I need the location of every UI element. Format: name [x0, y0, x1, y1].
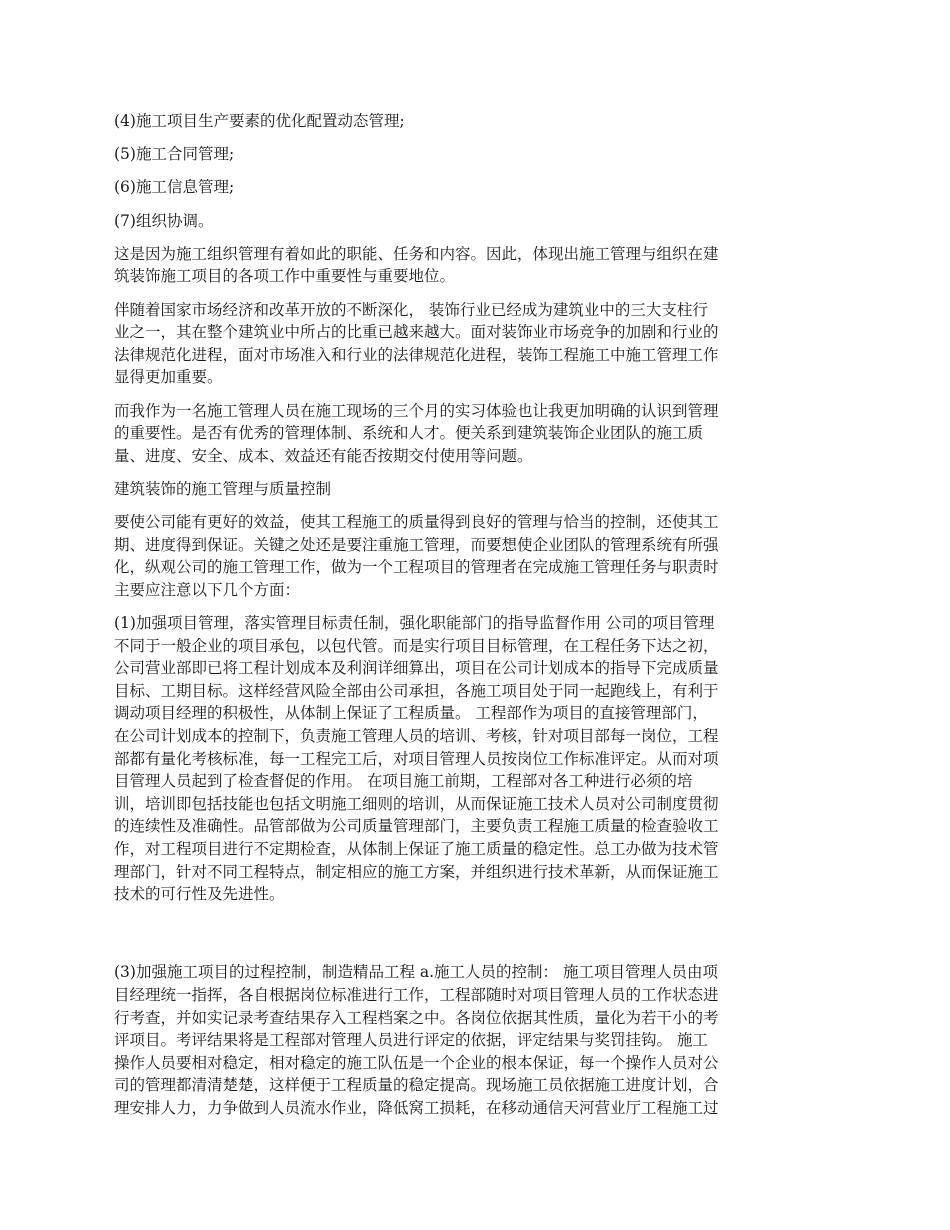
text-line: (6)施工信息管理; [114, 178, 235, 197]
paragraph-2 [114, 143, 842, 166]
paragraph-6 [114, 299, 842, 389]
text-line: 部都有量化考核标准，每一工程完工后，对项目管理人员按岗位工作标准评定。从而对项 [114, 749, 719, 768]
paragraph-7 [114, 400, 842, 468]
text-line: 要使公司能有更好的效益，使其工程施工的质量得到良好的管理与恰当的控制，还使其工 [114, 513, 719, 532]
text-line: 建筑装饰的施工管理与质量控制 [114, 479, 332, 498]
text-line: 伴随着国家市场经济和改革开放的不断深化， 装饰行业已经成为建筑业中的三大支柱行 [114, 300, 708, 319]
text-line: 显得更加重要。 [114, 368, 223, 387]
text-line: 而我作为一名施工管理人员在施工现场的三个月的实习体验也让我更加明确的认识到管理 [114, 401, 719, 420]
text-line: 训，培训即包括技能也包括文明施工细则的培训，从而保证施工技术人员对公司制度贯彻 [114, 794, 719, 813]
paragraph-5 [114, 243, 842, 288]
text-line: 主要应注意以下几个方面： [114, 580, 301, 599]
text-line: 这是因为施工组织管理有着如此的职能、任务和内容。因此，体现出施工管理与组织在建 [114, 244, 719, 263]
text-line: (4)施工项目生产要素的优化配置动态管理; [114, 112, 405, 130]
paragraph-10 [114, 612, 842, 906]
text-line: 公司营业部即已将工程计划成本及利润详细算出，项目在公司计划成本的指导下完成质量 [114, 659, 719, 678]
text-line: 化，纵观公司的施工管理工作，做为一个工程项目的管理者在完成施工管理任务与职责时 [114, 558, 719, 577]
text-line: 评项目。考评结果将是工程部对管理人员进行评定的依据，评定结果与奖罚挂钩。 施工 [114, 1031, 708, 1050]
text-line: 在公司计划成本的控制下，负责施工管理人员的培训、考核，针对项目部每一岗位，工程 [114, 727, 719, 745]
text-line: 作，对工程项目进行不定期检查，从体制上保证了施工质量的稳定性。总工办做为技术管 [114, 839, 719, 858]
text-line: (7)组织协调。 [114, 211, 214, 230]
paragraph-9 [114, 511, 842, 601]
paragraph-1 [114, 110, 842, 133]
paragraph-11 [114, 961, 842, 1119]
text-line: 期、进度得到保证。关键之处还是要注重施工管理，而要想使企业团队的管理系统有所强 [114, 535, 719, 554]
text-line: 筑装饰施工项目的各项工作中重要性与重要地位。 [114, 267, 456, 286]
text-line: 不同于一般企业的项目承包，以包代管。而是实行项目目标管理，在工程任务下达之初， [114, 636, 719, 655]
text-line: 的重要性。是否有优秀的管理体制、系统和人才。便关系到建筑装饰企业团队的施工质 [114, 424, 704, 443]
text-line: 业之一，其在整个建筑业中所占的比重已越来越大。面对装饰业市场竞争的加剧和行业的 [114, 323, 719, 342]
text-line: 理安排人力，力争做到人员流水作业，降低窝工损耗，在移动通信天河营业厅工程施工过 [114, 1098, 719, 1117]
paragraph-3 [114, 176, 842, 199]
text-line: 量、进度、安全、成本、效益还有能否按期交付使用等问题。 [114, 446, 533, 465]
text-line: 目管理人员起到了检查督促的作用。 在项目施工前期，工程部对各工种进行必须的培 [114, 772, 693, 791]
text-line: 技术的可行性及先进性。 [114, 885, 285, 904]
text-line: 调动项目经理的积极性，从体制上保证了工程质量。 工程部作为项目的直接管理部门， [114, 704, 708, 723]
text-line: 行考查，并如实记录考查结果存入工程档案之中。各岗位依据其性质，量化为若干小的考 [114, 1008, 719, 1027]
section-heading [114, 478, 842, 501]
text-line: 的连续性及准确性。品管部做为公司质量管理部门，主要负责工程施工质量的检查验收工 [114, 817, 719, 836]
text-line: 法律规范化进程，面对市场准入和行业的法律规范化进程，装饰工程施工中施工管理工作 [114, 345, 719, 364]
text-line: (3)加强施工项目的过程控制，制造精品工程 a.施工人员的控制： 施工项目管理人员由项 [114, 963, 718, 982]
text-line: 目标、工期目标。这样经营风险全部由公司承担，各施工项目处于同一起跑线上，有利于 [114, 681, 719, 700]
text-line: 目经理统一指挥，各自根据岗位标准进行工作，工程部随时对项目管理人员的工作状态进 [114, 985, 719, 1004]
text-line: (1)加强项目管理，落实管理目标责任制，强化职能部门的指导监督作用 公司的项目管理 [114, 614, 715, 633]
document-body [114, 110, 842, 1130]
text-line: (5)施工合同管理; [114, 145, 235, 164]
text-line: 理部门，针对不同工程特点，制定相应的施工方案，并组织进行技术革新，从而保证施工 [114, 862, 719, 881]
paragraph-spacer [114, 916, 842, 961]
text-line: 操作人员要相对稳定，相对稳定的施工队伍是一个企业的根本保证，每一个操作人员对公 [114, 1053, 719, 1072]
text-line: 司的管理都清清楚楚，这样便于工程质量的稳定提高。现场施工员依据施工进度计划，合 [114, 1076, 719, 1095]
paragraph-4 [114, 210, 842, 233]
